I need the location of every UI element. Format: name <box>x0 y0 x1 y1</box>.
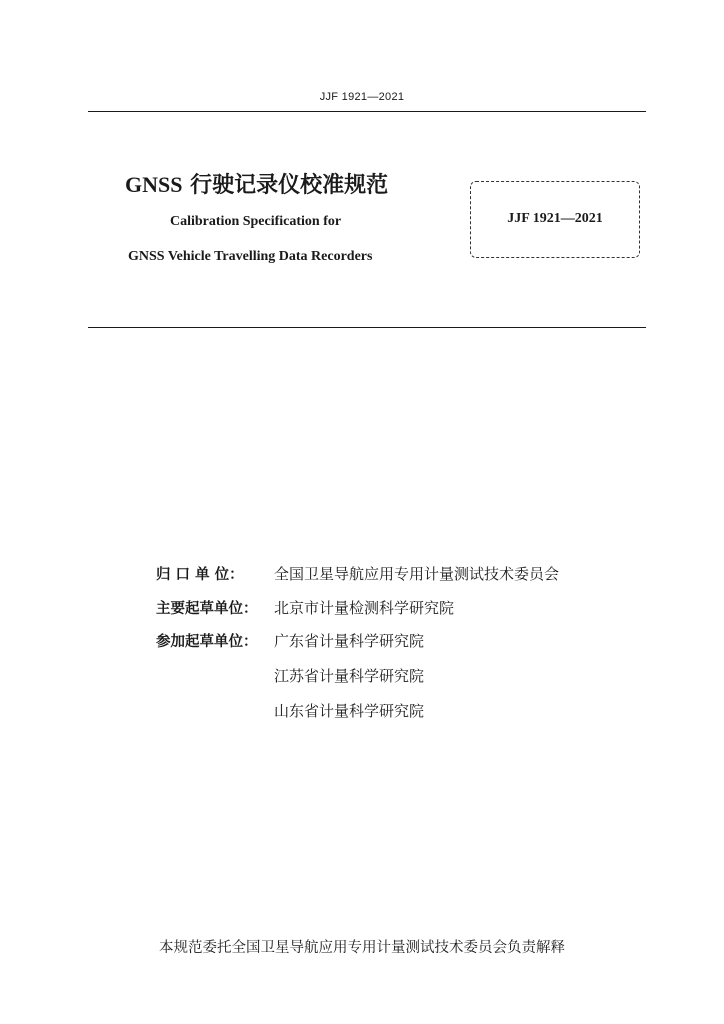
interpretation-note: 本规范委托全国卫星导航应用专用计量测试技术委员会负责解释 <box>159 940 565 956</box>
main-drafter-label: 主要起草单位： <box>156 601 258 617</box>
english-title-line-2: GNSS Vehicle Travelling Data Recorders <box>128 249 373 264</box>
participating-drafter-row <box>156 630 424 651</box>
standard-code-box <box>470 181 640 258</box>
participating-drafter-value: 江苏省计量科学研究院 <box>274 667 425 685</box>
participating-drafter-label: 参加起草单位： <box>156 634 258 650</box>
chinese-title-prefix: GNSS <box>125 172 183 197</box>
participating-drafter-row <box>274 700 424 721</box>
english-title-line-1: Calibration Specification for <box>170 214 342 229</box>
responsible-unit-value: 全国卫星导航应用专用计量测试技术委员会 <box>274 565 560 583</box>
header-standard-code: JJF 1921—2021 <box>319 91 405 103</box>
chinese-title <box>125 168 388 199</box>
standard-code-box-text: JJF 1921—2021 <box>507 211 603 226</box>
main-drafter-row <box>156 597 454 618</box>
participating-drafter-row <box>274 665 424 686</box>
responsible-unit-label: 归 口 单 位： <box>156 567 244 583</box>
responsible-unit-row <box>156 563 559 584</box>
title-divider <box>88 327 646 328</box>
header-divider <box>88 111 646 112</box>
chinese-title-text: 行驶记录仪校准规范 <box>190 172 389 198</box>
participating-drafter-value: 山东省计量科学研究院 <box>274 702 425 720</box>
participating-drafter-value: 广东省计量科学研究院 <box>274 632 425 650</box>
main-drafter-value: 北京市计量检测科学研究院 <box>274 599 455 617</box>
